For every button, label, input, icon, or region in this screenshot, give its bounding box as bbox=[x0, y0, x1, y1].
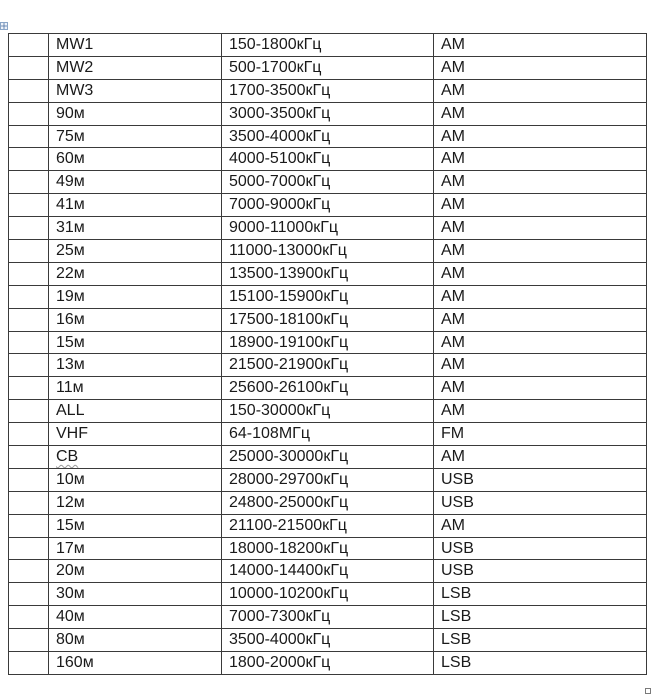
table-row bbox=[9, 240, 647, 263]
band-cell-text: ALL bbox=[56, 402, 85, 420]
frequency-range-cell-text: 15100-15900кГц bbox=[229, 287, 349, 305]
frequency-range-cell-text: 150-30000кГц bbox=[229, 402, 331, 420]
frequency-range-cell[interactable] bbox=[222, 652, 434, 675]
band-cell[interactable] bbox=[49, 377, 222, 400]
band-cell[interactable] bbox=[49, 262, 222, 285]
table-row bbox=[9, 514, 647, 537]
band-cell-text: 11м bbox=[56, 379, 84, 397]
table-row bbox=[9, 102, 647, 125]
frequency-range-cell[interactable] bbox=[222, 560, 434, 583]
frequency-range-cell[interactable] bbox=[222, 514, 434, 537]
frequency-range-cell[interactable] bbox=[222, 34, 434, 57]
band-cell[interactable] bbox=[49, 514, 222, 537]
mode-cell-text: AM bbox=[441, 150, 465, 168]
table-row bbox=[9, 34, 647, 57]
band-cell[interactable] bbox=[49, 240, 222, 263]
frequency-range-cell-text: 18000-18200кГц bbox=[229, 539, 349, 557]
table-row bbox=[9, 606, 647, 629]
index-cell[interactable] bbox=[9, 217, 49, 240]
frequency-range-cell-text: 150-1800кГц bbox=[229, 35, 322, 53]
mode-cell-text: AM bbox=[441, 447, 465, 465]
index-cell[interactable] bbox=[9, 560, 49, 583]
index-cell[interactable] bbox=[9, 354, 49, 377]
mode-cell-text: LSB bbox=[441, 631, 472, 649]
band-cell-text: 20м bbox=[56, 562, 85, 580]
band-cell[interactable] bbox=[49, 148, 222, 171]
index-cell[interactable] bbox=[9, 262, 49, 285]
table-row bbox=[9, 583, 647, 606]
mode-cell-text: AM bbox=[441, 356, 465, 374]
band-cell-text: 75м bbox=[56, 127, 85, 145]
band-cell-text: 13м bbox=[56, 356, 85, 374]
frequency-range-cell[interactable] bbox=[222, 148, 434, 171]
frequency-range-cell-text: 11000-13000кГц bbox=[229, 241, 347, 259]
band-cell[interactable] bbox=[49, 285, 222, 308]
frequency-range-cell-text: 500-1700кГц bbox=[229, 58, 322, 76]
band-cell-text: 90м bbox=[56, 104, 85, 122]
table-row bbox=[9, 446, 647, 469]
mode-cell[interactable] bbox=[434, 217, 647, 240]
frequency-range-cell-text: 9000-11000кГц bbox=[229, 219, 339, 237]
table-row bbox=[9, 423, 647, 446]
mode-cell-text: LSB bbox=[441, 585, 472, 603]
table-row bbox=[9, 262, 647, 285]
frequency-range-cell[interactable] bbox=[222, 606, 434, 629]
mode-cell[interactable] bbox=[434, 79, 647, 102]
band-cell[interactable] bbox=[49, 217, 222, 240]
mode-cell[interactable] bbox=[434, 583, 647, 606]
frequency-range-cell[interactable] bbox=[222, 400, 434, 423]
frequency-range-cell-text: 3500-4000кГц bbox=[229, 127, 331, 145]
mode-cell[interactable] bbox=[434, 285, 647, 308]
band-cell-text: 41м bbox=[56, 196, 85, 214]
table-row bbox=[9, 125, 647, 148]
table-row bbox=[9, 560, 647, 583]
index-cell[interactable] bbox=[9, 377, 49, 400]
band-cell[interactable] bbox=[49, 354, 222, 377]
frequency-range-cell[interactable] bbox=[222, 102, 434, 125]
band-cell[interactable] bbox=[49, 102, 222, 125]
band-cell-text: 12м bbox=[56, 493, 85, 511]
index-cell[interactable] bbox=[9, 606, 49, 629]
band-cell[interactable] bbox=[49, 583, 222, 606]
table-row bbox=[9, 285, 647, 308]
mode-cell-text: AM bbox=[441, 196, 465, 214]
index-cell[interactable] bbox=[9, 285, 49, 308]
mode-cell-text: AM bbox=[441, 241, 465, 259]
frequency-range-cell-text: 25600-26100кГц bbox=[229, 379, 349, 397]
band-cell[interactable] bbox=[49, 34, 222, 57]
mode-cell-text: AM bbox=[441, 379, 465, 397]
mode-cell[interactable] bbox=[434, 34, 647, 57]
band-cell[interactable] bbox=[49, 446, 222, 469]
frequency-range-cell-text: 21500-21900кГц bbox=[229, 356, 349, 374]
frequency-band-table bbox=[8, 33, 647, 675]
index-cell[interactable] bbox=[9, 194, 49, 217]
band-cell-text: 80м bbox=[56, 631, 85, 649]
mode-cell-text: AM bbox=[441, 219, 465, 237]
table-row bbox=[9, 194, 647, 217]
mode-cell[interactable] bbox=[434, 171, 647, 194]
table-row bbox=[9, 491, 647, 514]
mode-cell[interactable] bbox=[434, 354, 647, 377]
frequency-range-cell-text: 13500-13900кГц bbox=[229, 264, 349, 282]
mode-cell[interactable] bbox=[434, 491, 647, 514]
frequency-range-cell-text: 7000-9000кГц bbox=[229, 196, 331, 214]
index-cell[interactable] bbox=[9, 629, 49, 652]
table-row bbox=[9, 148, 647, 171]
frequency-range-cell-text: 17500-18100кГц bbox=[229, 310, 349, 328]
band-cell[interactable] bbox=[49, 171, 222, 194]
mode-cell[interactable] bbox=[434, 606, 647, 629]
band-cell-text: VHF bbox=[56, 425, 88, 443]
frequency-range-cell-text: 1800-2000кГц bbox=[229, 653, 331, 671]
index-cell[interactable] bbox=[9, 34, 49, 57]
index-cell[interactable] bbox=[9, 308, 49, 331]
four-arrows-icon bbox=[1, 23, 7, 29]
mode-cell[interactable] bbox=[434, 560, 647, 583]
band-cell[interactable] bbox=[49, 652, 222, 675]
band-cell-text: 22м bbox=[56, 264, 85, 282]
band-cell-text: 160м bbox=[56, 653, 94, 671]
index-cell[interactable] bbox=[9, 125, 49, 148]
band-cell-text: MW3 bbox=[56, 81, 94, 99]
table-row bbox=[9, 400, 647, 423]
mode-cell-text: AM bbox=[441, 104, 465, 122]
mode-cell-text: FM bbox=[441, 425, 465, 443]
mode-cell-text: AM bbox=[441, 127, 465, 145]
table-row bbox=[9, 56, 647, 79]
index-cell[interactable] bbox=[9, 79, 49, 102]
frequency-range-cell-text: 21100-21500кГц bbox=[229, 516, 347, 534]
table-move-handle-icon[interactable] bbox=[0, 22, 8, 30]
table-row bbox=[9, 652, 647, 675]
index-cell[interactable] bbox=[9, 514, 49, 537]
mode-cell-text: USB bbox=[441, 493, 474, 511]
index-cell[interactable] bbox=[9, 171, 49, 194]
band-cell[interactable] bbox=[49, 331, 222, 354]
frequency-range-cell[interactable] bbox=[222, 446, 434, 469]
index-cell[interactable] bbox=[9, 652, 49, 675]
band-cell[interactable] bbox=[49, 423, 222, 446]
frequency-range-cell[interactable] bbox=[222, 354, 434, 377]
frequency-range-cell[interactable] bbox=[222, 331, 434, 354]
mode-cell-text: AM bbox=[441, 35, 465, 53]
table-row bbox=[9, 629, 647, 652]
frequency-range-cell[interactable] bbox=[222, 537, 434, 560]
mode-cell[interactable] bbox=[434, 537, 647, 560]
index-cell[interactable] bbox=[9, 102, 49, 125]
mode-cell-text: AM bbox=[441, 402, 465, 420]
frequency-range-cell[interactable] bbox=[222, 79, 434, 102]
band-cell-text: 19м bbox=[56, 287, 85, 305]
frequency-range-cell[interactable] bbox=[222, 423, 434, 446]
frequency-range-cell[interactable] bbox=[222, 308, 434, 331]
mode-cell-text: AM bbox=[441, 287, 465, 305]
band-cell-text: 17м bbox=[56, 539, 85, 557]
table-body bbox=[9, 34, 647, 675]
band-cell[interactable] bbox=[49, 194, 222, 217]
index-cell[interactable] bbox=[9, 148, 49, 171]
band-cell-text: MW1 bbox=[56, 35, 94, 53]
frequency-range-cell[interactable] bbox=[222, 583, 434, 606]
table-resize-handle-icon[interactable] bbox=[645, 688, 651, 694]
mode-cell[interactable] bbox=[434, 125, 647, 148]
frequency-range-cell-text: 10000-10200кГц bbox=[229, 585, 349, 603]
frequency-range-cell[interactable] bbox=[222, 171, 434, 194]
frequency-range-cell-text: 24800-25000кГц bbox=[229, 493, 349, 511]
frequency-range-cell-text: 3500-4000кГц bbox=[229, 631, 331, 649]
table-row bbox=[9, 537, 647, 560]
table-row bbox=[9, 331, 647, 354]
band-cell[interactable] bbox=[49, 491, 222, 514]
mode-cell[interactable] bbox=[434, 400, 647, 423]
frequency-range-cell[interactable] bbox=[222, 262, 434, 285]
band-cell[interactable] bbox=[49, 56, 222, 79]
mode-cell[interactable] bbox=[434, 377, 647, 400]
frequency-range-cell[interactable] bbox=[222, 125, 434, 148]
index-cell[interactable] bbox=[9, 491, 49, 514]
mode-cell-text: AM bbox=[441, 264, 465, 282]
band-cell[interactable] bbox=[49, 308, 222, 331]
band-cell-text: 49м bbox=[56, 173, 85, 191]
frequency-range-cell[interactable] bbox=[222, 56, 434, 79]
band-cell[interactable] bbox=[49, 468, 222, 491]
band-cell-text: 31м bbox=[56, 219, 85, 237]
table-row bbox=[9, 308, 647, 331]
index-cell[interactable] bbox=[9, 446, 49, 469]
mode-cell[interactable] bbox=[434, 423, 647, 446]
frequency-range-cell[interactable] bbox=[222, 240, 434, 263]
frequency-range-cell-text: 14000-14400кГц bbox=[229, 562, 349, 580]
mode-cell[interactable] bbox=[434, 308, 647, 331]
mode-cell[interactable] bbox=[434, 468, 647, 491]
index-cell[interactable] bbox=[9, 56, 49, 79]
mode-cell[interactable] bbox=[434, 194, 647, 217]
frequency-range-cell[interactable] bbox=[222, 491, 434, 514]
frequency-range-cell[interactable] bbox=[222, 217, 434, 240]
frequency-range-cell[interactable] bbox=[222, 468, 434, 491]
mode-cell[interactable] bbox=[434, 629, 647, 652]
index-cell[interactable] bbox=[9, 537, 49, 560]
frequency-range-cell-text: 28000-29700кГц bbox=[229, 470, 349, 488]
frequency-range-cell-text: 3000-3500кГц bbox=[229, 104, 331, 122]
band-cell-text: CB bbox=[56, 447, 79, 465]
band-cell-text: 40м bbox=[56, 608, 85, 626]
mode-cell[interactable] bbox=[434, 262, 647, 285]
band-cell[interactable] bbox=[49, 560, 222, 583]
frequency-range-cell-text: 4000-5100кГц bbox=[229, 150, 331, 168]
table-row bbox=[9, 217, 647, 240]
band-cell-text: 16м bbox=[56, 310, 85, 328]
index-cell[interactable] bbox=[9, 468, 49, 491]
mode-cell[interactable] bbox=[434, 331, 647, 354]
mode-cell[interactable] bbox=[434, 652, 647, 675]
band-cell[interactable] bbox=[49, 79, 222, 102]
mode-cell-text: AM bbox=[441, 58, 465, 76]
band-cell-text: 25м bbox=[56, 241, 85, 259]
band-cell[interactable] bbox=[49, 606, 222, 629]
frequency-range-cell[interactable] bbox=[222, 194, 434, 217]
index-cell[interactable] bbox=[9, 331, 49, 354]
frequency-range-cell-text: 18900-19100кГц bbox=[229, 333, 349, 351]
table-row bbox=[9, 79, 647, 102]
index-cell[interactable] bbox=[9, 240, 49, 263]
index-cell[interactable] bbox=[9, 423, 49, 446]
mode-cell[interactable] bbox=[434, 240, 647, 263]
mode-cell-text: AM bbox=[441, 516, 465, 534]
index-cell[interactable] bbox=[9, 400, 49, 423]
frequency-range-cell-text: 64-108МГц bbox=[229, 425, 310, 443]
table-row bbox=[9, 377, 647, 400]
band-cell[interactable] bbox=[49, 400, 222, 423]
mode-cell[interactable] bbox=[434, 56, 647, 79]
mode-cell-text: USB bbox=[441, 539, 474, 557]
band-cell-text: 15м bbox=[56, 516, 85, 534]
mode-cell-text: USB bbox=[441, 562, 474, 580]
band-cell[interactable] bbox=[49, 629, 222, 652]
frequency-range-cell[interactable] bbox=[222, 629, 434, 652]
frequency-range-cell[interactable] bbox=[222, 285, 434, 308]
frequency-range-cell-text: 7000-7300кГц bbox=[229, 608, 331, 626]
table-row bbox=[9, 354, 647, 377]
band-cell-text: 60м bbox=[56, 150, 85, 168]
mode-cell[interactable] bbox=[434, 446, 647, 469]
mode-cell[interactable] bbox=[434, 148, 647, 171]
band-cell-text: 30м bbox=[56, 585, 85, 603]
frequency-range-cell-text: 25000-30000кГц bbox=[229, 447, 349, 465]
band-cell-text: 10м bbox=[56, 470, 85, 488]
mode-cell-text: LSB bbox=[441, 608, 472, 626]
band-cell[interactable] bbox=[49, 537, 222, 560]
table-row bbox=[9, 468, 647, 491]
frequency-range-cell-text: 1700-3500кГц bbox=[229, 81, 331, 99]
frequency-range-cell-text: 5000-7000кГц bbox=[229, 173, 331, 191]
mode-cell-text: AM bbox=[441, 310, 465, 328]
mode-cell-text: AM bbox=[441, 173, 465, 191]
band-cell-text: 15м bbox=[56, 333, 85, 351]
mode-cell-text: LSB bbox=[441, 653, 472, 671]
band-cell-text: MW2 bbox=[56, 58, 94, 76]
table-row bbox=[9, 171, 647, 194]
mode-cell-text: AM bbox=[441, 81, 465, 99]
frequency-range-cell[interactable] bbox=[222, 377, 434, 400]
band-cell[interactable] bbox=[49, 125, 222, 148]
index-cell[interactable] bbox=[9, 583, 49, 606]
mode-cell[interactable] bbox=[434, 514, 647, 537]
mode-cell-text: AM bbox=[441, 333, 465, 351]
mode-cell-text: USB bbox=[441, 470, 474, 488]
mode-cell[interactable] bbox=[434, 102, 647, 125]
